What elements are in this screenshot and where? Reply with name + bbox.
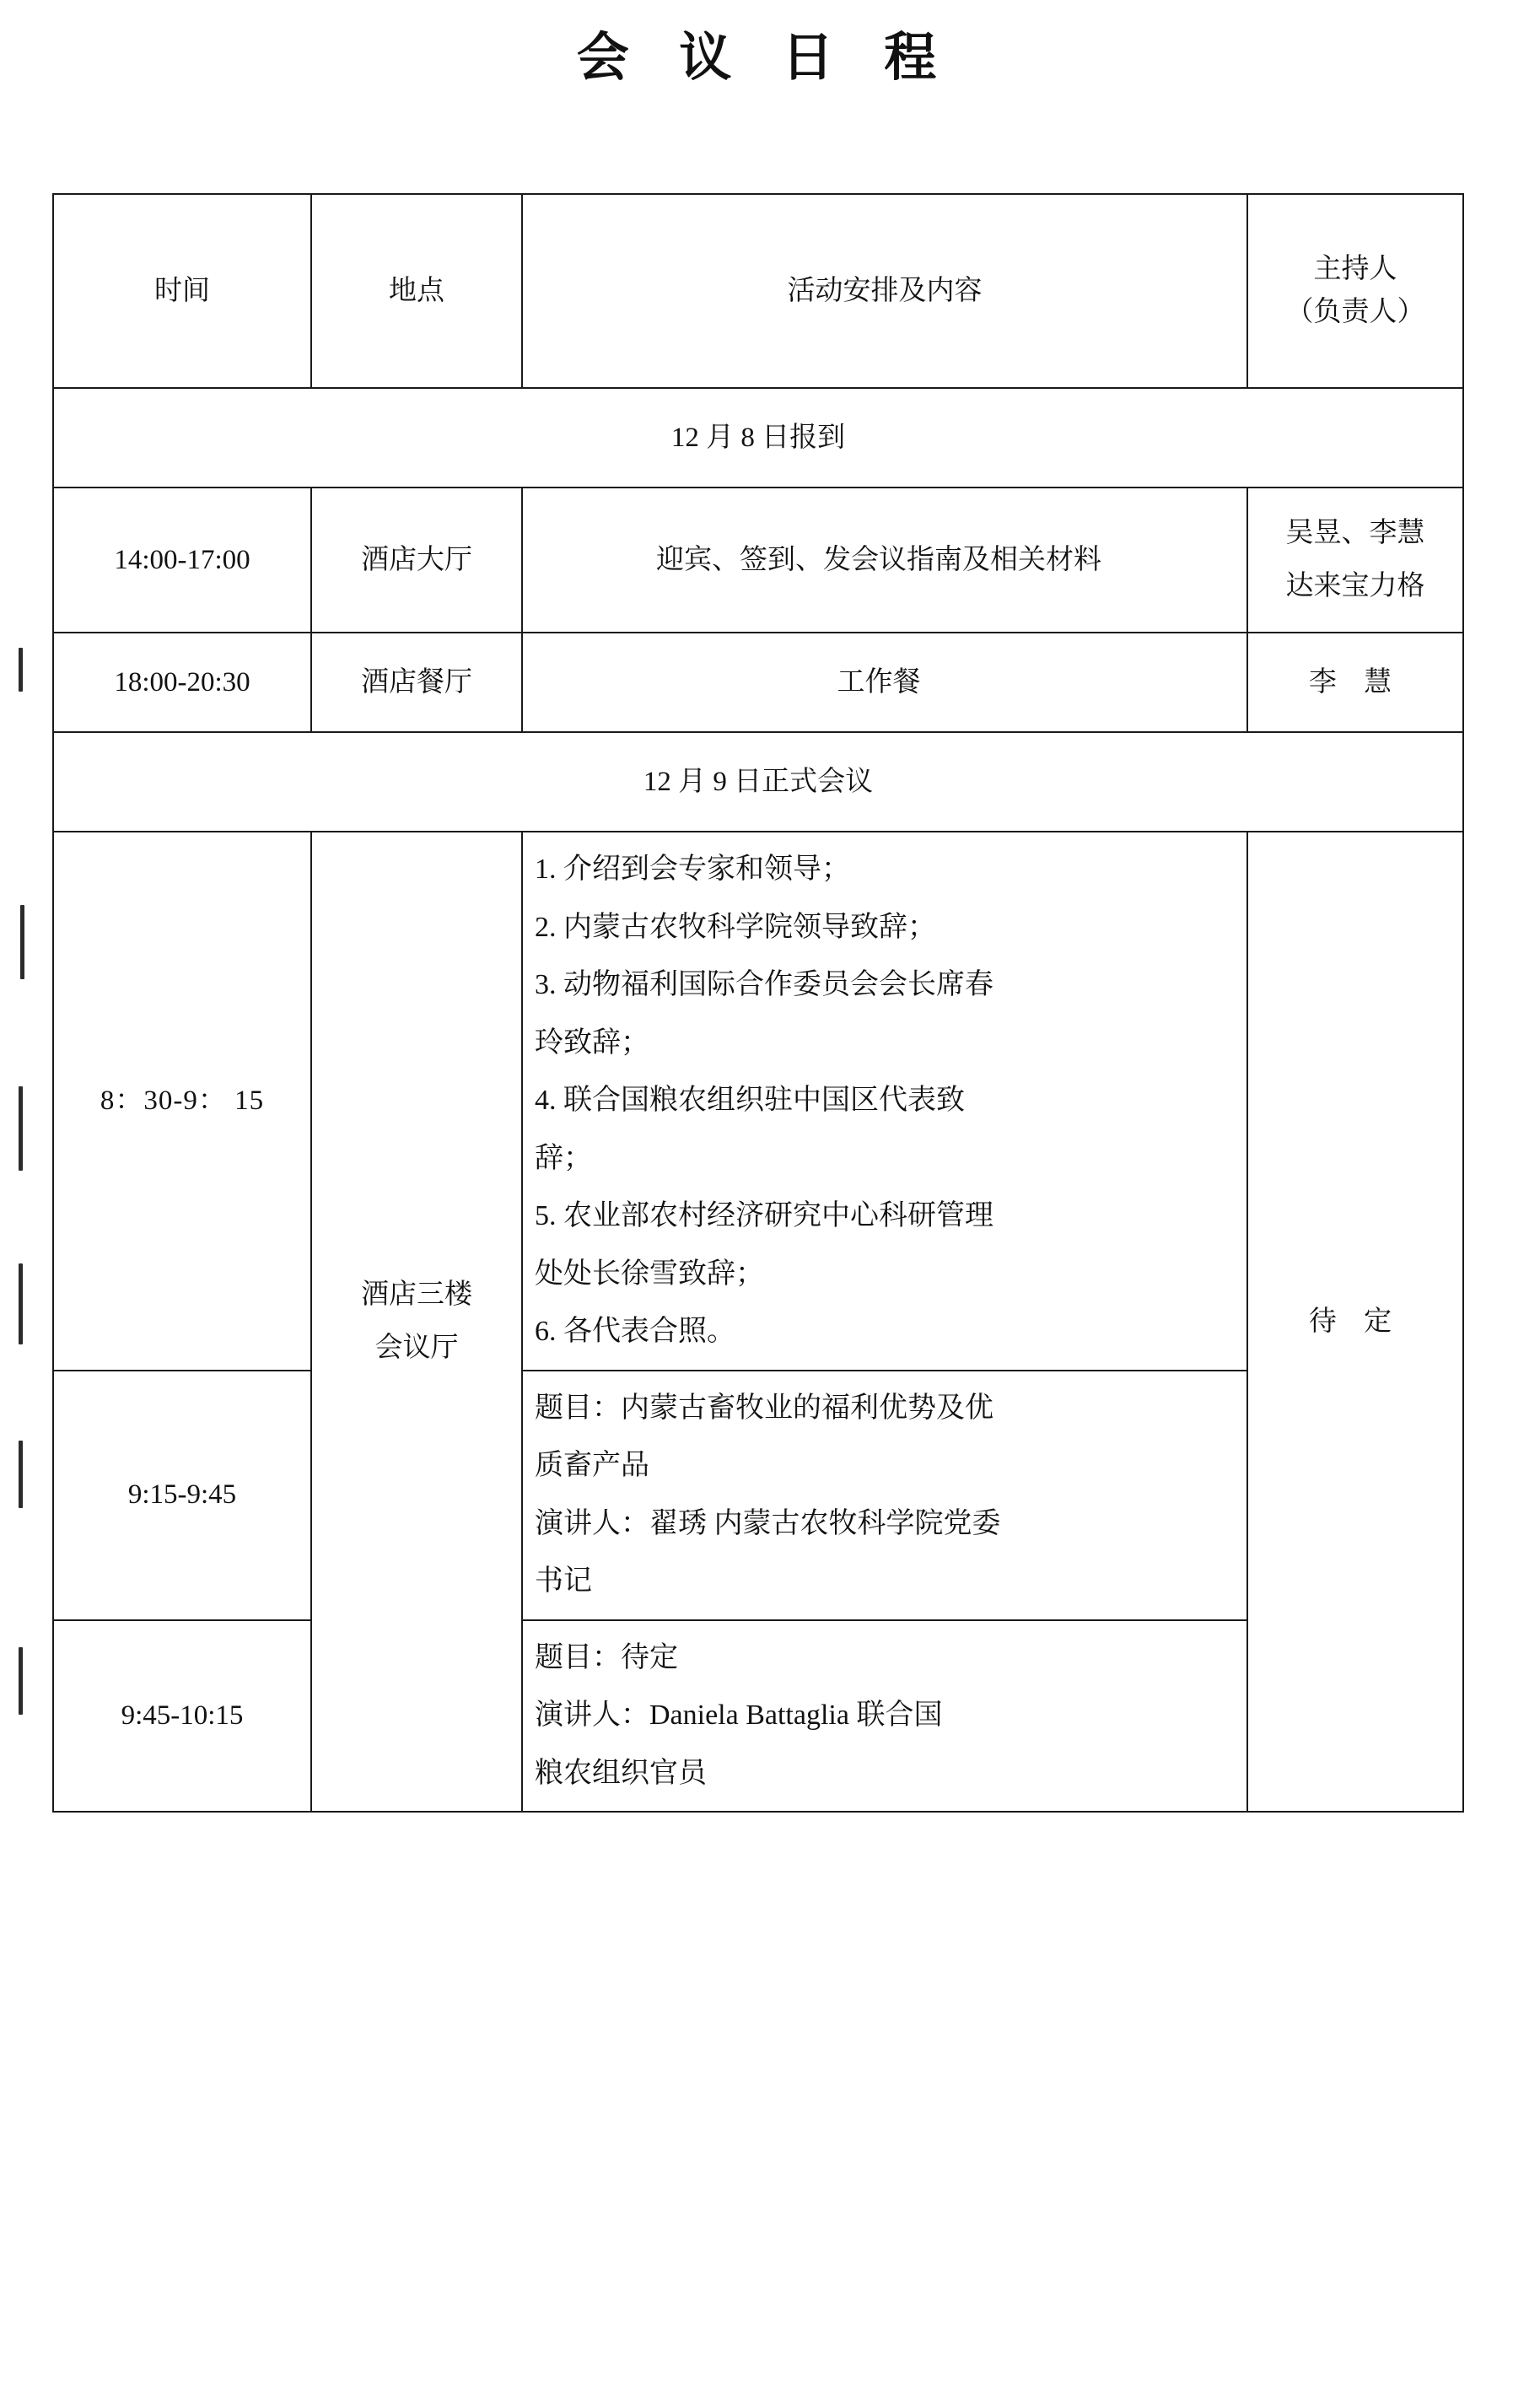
- row-time: 14:00-17:00: [53, 488, 311, 633]
- row-place: 酒店大厅: [311, 488, 522, 633]
- content-line: 1. 介绍到会专家和领导；: [535, 854, 850, 885]
- header-time: 时间: [53, 194, 311, 388]
- row-time: 18:00-20:30: [53, 633, 311, 732]
- content-line: 书记: [535, 1565, 592, 1597]
- row-place-line1: 酒店三楼: [361, 1279, 472, 1311]
- row-host-line1: 吴昱、李慧: [1285, 518, 1425, 549]
- page-title: 会 议 日 程: [576, 30, 956, 87]
- row-place: 酒店餐厅: [311, 633, 522, 732]
- section-label-day1: 12 月 8 日报到: [53, 388, 1463, 488]
- header-host-line2: （负责人）: [1285, 297, 1425, 327]
- schedule-table: [52, 193, 1464, 1813]
- table-row: [53, 832, 1463, 1371]
- table-row: [53, 488, 1463, 633]
- row-place-line2: 会议厅: [374, 1333, 459, 1364]
- row-host: 李 慧: [1247, 633, 1463, 732]
- content-line: 玲致辞；: [535, 1026, 649, 1059]
- header-content: 活动安排及内容: [522, 194, 1247, 388]
- row-time: 8：30-9： 15: [53, 832, 311, 1371]
- content-line: 5. 农业部农村经济研究中心科研管理: [535, 1200, 993, 1232]
- scan-artifact-mark: [19, 1647, 23, 1715]
- content-line: 演讲人：翟琇 内蒙古农牧科学院党委: [535, 1507, 1001, 1539]
- row-content: 工作餐: [522, 633, 1247, 732]
- content-line: 题目：待定: [535, 1641, 678, 1673]
- row-place-merged: [311, 832, 522, 1812]
- scan-artifact-mark: [19, 1441, 23, 1508]
- header-host-line1: 主持人: [1313, 253, 1397, 284]
- document-page: [0, 15, 1513, 2408]
- header-place: 地点: [311, 194, 522, 388]
- row-content: [522, 1620, 1247, 1813]
- table-row: [53, 633, 1463, 732]
- content-line: 处处长徐雪致辞；: [535, 1258, 764, 1290]
- row-time: 9:45-10:15: [53, 1620, 311, 1813]
- row-host-line2: 达来宝力格: [1285, 571, 1425, 601]
- scan-artifact-mark: [20, 905, 24, 979]
- scan-artifact-mark: [19, 1263, 23, 1344]
- content-line: 6. 各代表合照。: [535, 1316, 735, 1348]
- header-host: [1247, 194, 1463, 388]
- content-line: 2. 内蒙古农牧科学院领导致辞；: [535, 911, 936, 943]
- row-host-merged: 待 定: [1247, 832, 1463, 1812]
- section-row-day1: [53, 388, 1463, 488]
- content-line: 题目：内蒙古畜牧业的福利优势及优: [535, 1392, 993, 1424]
- row-content: [522, 832, 1247, 1371]
- content-line: 辞；: [535, 1142, 592, 1174]
- content-line: 粮农组织官员: [535, 1757, 707, 1789]
- content-line: 3. 动物福利国际合作委员会会长席春: [535, 969, 993, 1001]
- row-host: [1247, 488, 1463, 633]
- row-content: [522, 1371, 1247, 1620]
- content-line: 质畜产品: [535, 1450, 649, 1482]
- scan-artifact-mark: [19, 648, 23, 692]
- table-header-row: [53, 194, 1463, 388]
- section-label-day2: 12 月 9 日正式会议: [53, 732, 1463, 832]
- content-line: 演讲人：Daniela Battaglia 联合国: [535, 1700, 943, 1732]
- row-time: 9:15-9:45: [53, 1371, 311, 1620]
- row-content: 迎宾、签到、发会议指南及相关材料: [522, 488, 1247, 633]
- section-row-day2: [53, 732, 1463, 832]
- content-line: 4. 联合国粮农组织驻中国区代表致: [535, 1085, 965, 1117]
- scan-artifact-mark: [19, 1086, 23, 1171]
